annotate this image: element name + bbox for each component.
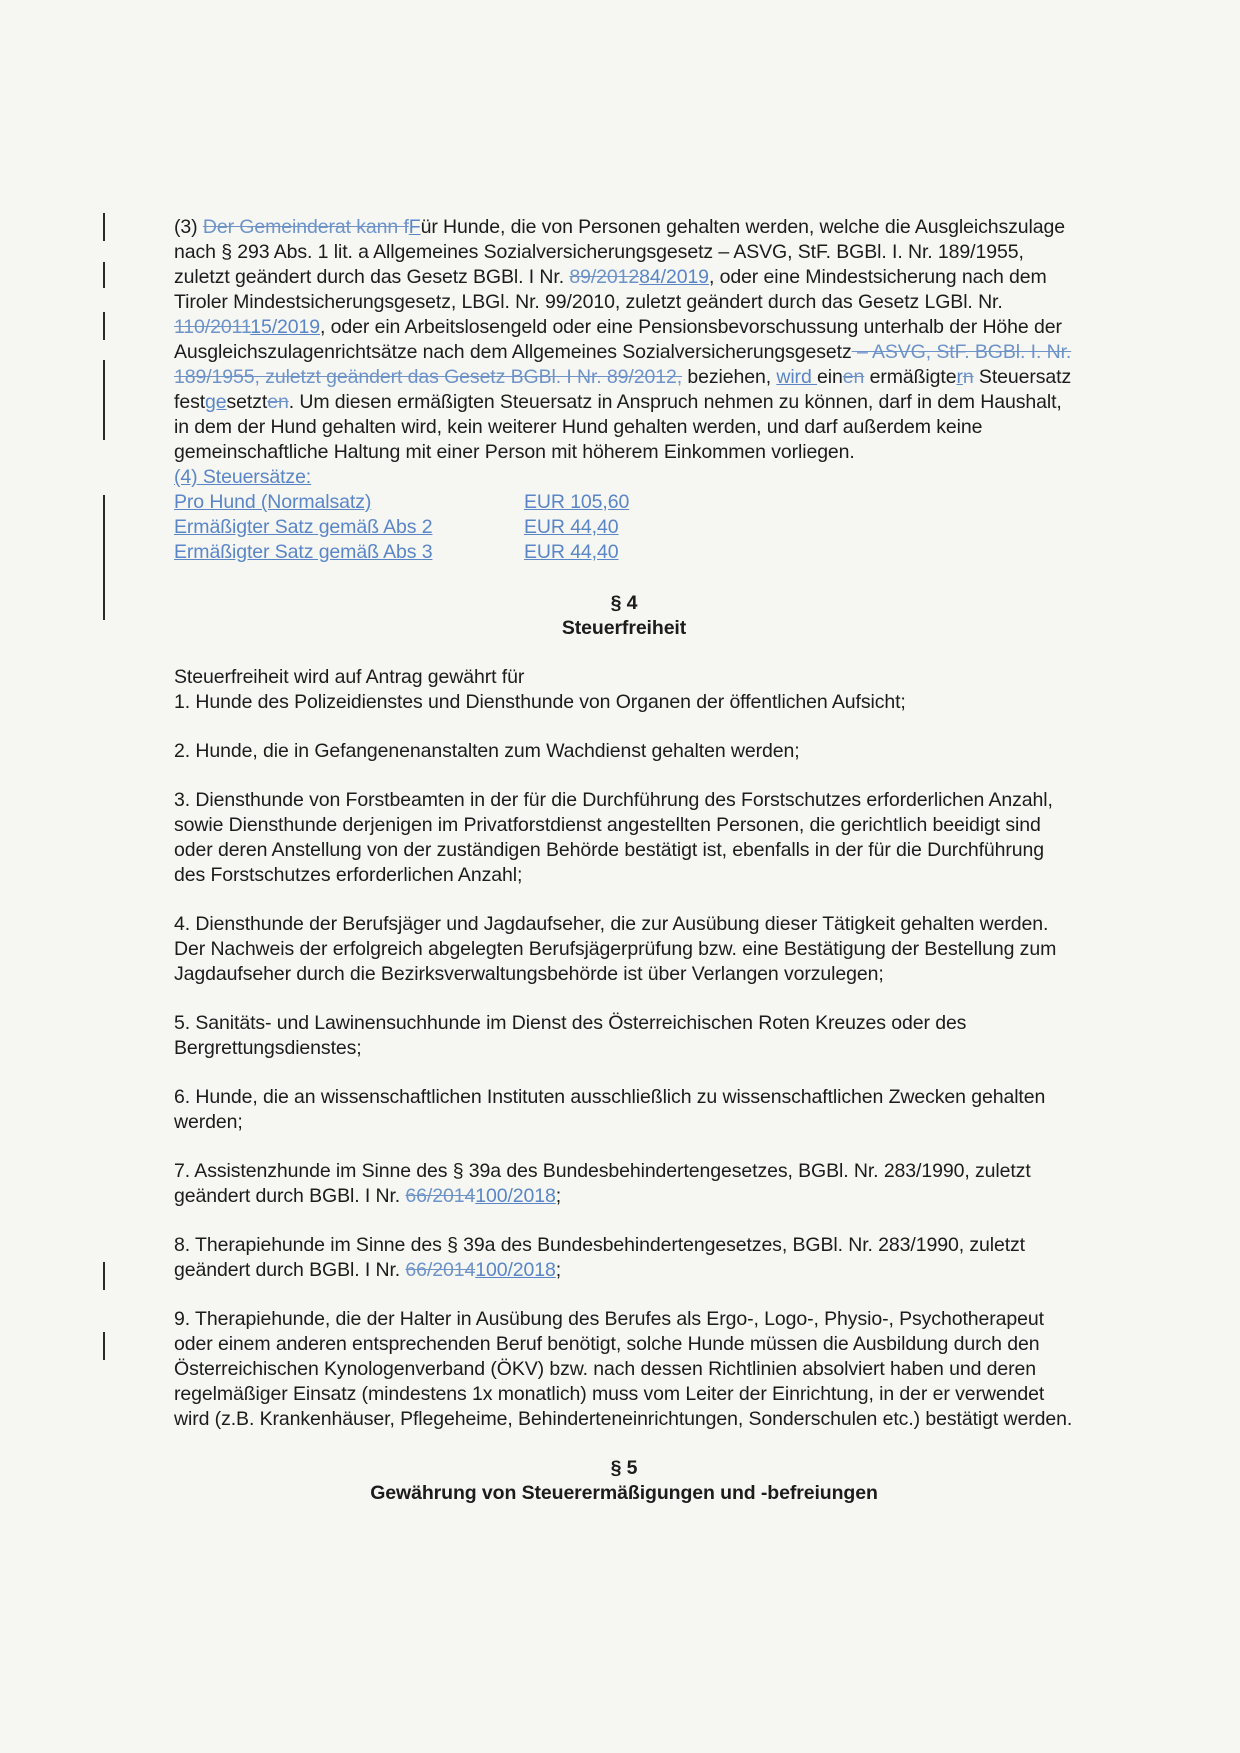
change-bar <box>103 1262 105 1290</box>
rate-value: EUR 44,40 <box>524 541 619 563</box>
rate-label: Pro Hund (Normalsatz) <box>174 491 372 513</box>
list-item: 4. Diensthunde der Berufsjäger und Jagdaufseher, die zur Ausübung dieser Tätigkeit gehalten werden. Der Nachweis der erfolgreich abgelegten Berufsjägerprüfung bzw. eine Bestätigung der Bestellung zum Jagdaufseher durch die Bezirksverwaltungsbehörde ist über Verlangen vorzulegen; <box>174 913 1057 985</box>
rate-row <box>174 540 1074 565</box>
rates-heading: (4) Steuersätze: <box>174 466 312 488</box>
change-bar <box>103 312 105 340</box>
rate-value: EUR 44,40 <box>524 516 619 538</box>
section-5-number: § 5 <box>610 1457 638 1479</box>
list-item: 8. Therapiehunde im Sinne des § 39a des Bundesbehindertengesetzes, BGBl. Nr. 283/1990, zuletzt geändert durch BGBl. I Nr. 66/2014100/2018; <box>174 1234 1025 1281</box>
document-body <box>174 215 1074 1506</box>
list-item: 5. Sanitäts- und Lawinensuchhunde im Dienst des Österreichischen Roten Kreuzes oder des Bergrettungsdienstes; <box>174 1012 967 1059</box>
rates-table <box>174 465 1074 565</box>
list-item: 9. Therapiehunde, die der Halter in Ausübung des Berufes als Ergo-, Logo-, Physio-, Psychotherapeut oder einem anderen entsprechenden Beruf benötigt, solche Hunde müssen die Ausbildung durch den Österreichischen Kynologenverband (ÖKV) bzw. nach dessen Richtlinien absolviert haben und deren regelmäßiger Einsatz (mindestens 1x monatlich) muss vom Leiter der Einrichtung, in der er verwendet wird (z.B. Krankenhäuser, Pflegeheime, Behinderteneinrichtungen, Sonderschulen etc.) bestätigt werden. <box>174 1308 1073 1430</box>
list-item: 1. Hunde des Polizeidienstes und Diensthunde von Organen der öffentlichen Aufsicht; <box>174 691 906 713</box>
list-item: 7. Assistenzhunde im Sinne des § 39a des Bundesbehindertengesetzes, BGBl. Nr. 283/1990, zuletzt geändert durch BGBl. I Nr. 66/2014100/2018; <box>174 1160 1031 1207</box>
rate-row <box>174 515 1074 540</box>
list-item: 3. Diensthunde von Forstbeamten in der für die Durchführung des Forstschutzes erforderlichen Anzahl, sowie Diensthunde derjenigen im Privatforstdienst angestellten Personen, die gerichtlich beeidigt sind oder deren Anstellung von der zuständigen Behörde bestätigt ist, ebenfalls in der für die Durchführung des Forstschutzes erforderlichen Anzahl; <box>174 789 1053 886</box>
section-4-intro: Steuerfreiheit wird auf Antrag gewährt für <box>174 666 525 688</box>
change-bar <box>103 360 105 440</box>
section-4-title: Steuerfreiheit <box>561 617 687 639</box>
change-bar <box>103 213 105 241</box>
section-5-title: Gewährung von Steuerermäßigungen und -befreiungen <box>370 1482 878 1504</box>
list-item: 6. Hunde, die an wissenschaftlichen Instituten ausschließlich zu wissenschaftlichen Zwecken gehalten werden; <box>174 1086 1046 1133</box>
section-4-number: § 4 <box>610 592 638 614</box>
change-bar <box>103 495 105 620</box>
rate-label: Ermäßigter Satz gemäß Abs 3 <box>174 541 433 563</box>
change-bar <box>103 262 105 288</box>
rate-label: Ermäßigter Satz gemäß Abs 2 <box>174 516 433 538</box>
change-bar <box>103 1332 105 1360</box>
rate-row <box>174 490 1074 515</box>
list-item: 2. Hunde, die in Gefangenenanstalten zum Wachdienst gehalten werden; <box>174 740 800 762</box>
rate-value: EUR 105,60 <box>524 491 630 513</box>
paragraph-3: (3) Der Gemeinderat kann fFür Hunde, die von Personen gehalten werden, welche die Ausgleichszulage nach § 293 Abs. 1 lit. a Allgemeines Sozialversicherungsgesetz – ASVG, StF. BGBl. I. Nr. 189/1955, zuletzt geändert durch das Gesetz BGBl. I Nr. 89/201284/2019, oder eine Mindestsicherung nach dem Tiroler Mindestsicherungsgesetz, LBGl. Nr. 99/2010, zuletzt geändert durch das Gesetz LGBl. Nr. 110/201115/2019, oder ein Arbeitslosengeld oder eine Pensionsbevorschussung unterhalb der Höhe der Ausgleichszulagenrichtsätze nach dem Allgemeines Sozialversicherungsgesetz – ASVG, StF. BGBl. I. Nr. 189/1955, zuletzt geändert das Gesetz BGBl. I Nr. 89/2012, beziehen, wird einen ermäßigtern Steuersatz festgesetzten. Um diesen ermäßigten Steuersatz in Anspruch nehmen zu können, darf in dem Haushalt, in dem der Hund gehalten wird, kein weiterer Hund gehalten werden, und darf außerdem keine gemeinschaftliche Haltung mit einer Person mit höherem Einkommen vorliegen. <box>174 216 1072 463</box>
